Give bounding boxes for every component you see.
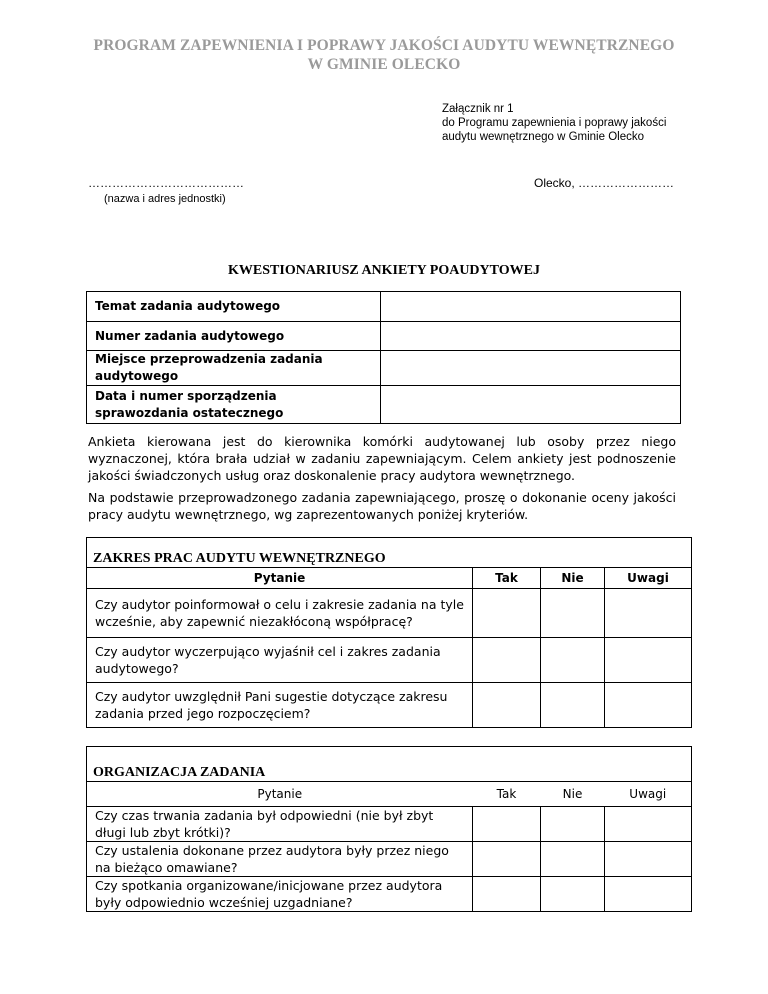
report-date-value[interactable] [381,386,681,424]
unit-name-field[interactable]: ………………………………… [88,176,244,190]
notes-cell[interactable] [605,589,692,638]
answer-no-cell[interactable] [541,683,605,728]
audit-place-label: Miejsce przeprowadzenia zadania audytowego [87,351,381,386]
section1-header-row [87,568,692,589]
section2-header-row [87,782,692,807]
notes-cell[interactable] [605,877,692,912]
audit-number-value[interactable] [381,322,681,351]
column-header-question: Pytanie [87,568,473,589]
answer-yes-cell[interactable] [473,842,541,877]
answer-no-cell[interactable] [541,638,605,683]
document-header-line1: PROGRAM ZAPEWNIENIA I POPRAWY JAKOŚCI AUDYTU WEWNĘTRZNEGO [93,37,675,54]
answer-yes-cell[interactable] [473,638,541,683]
column-header-notes: Uwagi [605,782,692,807]
notes-cell[interactable] [605,807,692,842]
answer-no-cell[interactable] [541,842,605,877]
document-header-line2: W GMINIE OLECKO [307,56,461,73]
section2-title: ORGANIZACJA ZADANIA [87,747,692,782]
question-text: Czy audytor uwzględnił Pani sugestie dotyczące zakresu zadania przed jego rozpoczęciem? [87,683,473,728]
column-header-yes: Tak [473,782,541,807]
question-text: Czy audytor wyczerpująco wyjaśnił cel i zakres zadania audytowego? [87,638,473,683]
answer-yes-cell[interactable] [473,807,541,842]
question-text: Czy audytor poinformował o celu i zakresie zadania na tyle wcześnie, aby zapewnić niezakłóconą współpracę? [87,589,473,638]
table-row [87,842,692,877]
annex-line1: Załącznik nr 1 [442,103,514,115]
question-text: Czy spotkania organizowane/inicjowane przez audytora były odpowiednio wcześniej uzgadniane? [87,877,473,912]
column-header-notes: Uwagi [605,568,692,589]
intro-paragraph-2: Na podstawie przeprowadzonego zadania zapewniającego, proszę o dokonanie oceny jakości pracy audytu wewnętrznego, wg zaprezentowanych poniżej kryteriów. [88,490,676,522]
unit-name-caption: (nazwa i adres jednostki) [104,193,226,205]
section1-title-row [87,538,692,568]
section1-table [86,537,692,728]
question-text: Czy ustalenia dokonane przez audytora były przez niego na bieżąco omawiane? [87,842,473,877]
answer-no-cell[interactable] [541,877,605,912]
audit-number-label: Numer zadania audytowego [87,322,381,351]
annex-line3: audytu wewnętrznego w Gminie Olecko [442,131,644,143]
audit-topic-value[interactable] [381,292,681,322]
notes-cell[interactable] [605,842,692,877]
column-header-question: Pytanie [87,782,473,807]
section2-title-row [87,747,692,782]
table-row [87,638,692,683]
notes-cell[interactable] [605,683,692,728]
section1-title: ZAKRES PRAC AUDYTU WEWNĘTRZNEGO [87,538,692,568]
notes-cell[interactable] [605,638,692,683]
answer-yes-cell[interactable] [473,877,541,912]
place-date-field[interactable]: Olecko, …………………… [534,176,675,190]
questionnaire-title: KWESTIONARIUSZ ANKIETY POAUDYTOWEJ [228,263,540,278]
answer-no-cell[interactable] [541,807,605,842]
table-row [87,351,681,386]
column-header-no: Nie [541,568,605,589]
table-row [87,877,692,912]
intro-paragraph-1: Ankieta kierowana jest do kierownika komórki audytowanej lub osoby przez niego wyznaczonej, która brała udział w zadaniu zapewniającym. Celem ankiety jest podnoszenie jakości świadczonych usług oraz doskonalenie pracy audytora wewnętrznego. [88,434,676,483]
section2-table [86,746,692,912]
question-text: Czy czas trwania zadania był odpowiedni (nie był zbyt długi lub zbyt krótki)? [87,807,473,842]
table-row [87,322,681,351]
table-row [87,292,681,322]
answer-yes-cell[interactable] [473,589,541,638]
table-row [87,683,692,728]
column-header-no: Nie [541,782,605,807]
annex-line2: do Programu zapewnienia i poprawy jakości [442,117,667,129]
table-row [87,386,681,424]
column-header-yes: Tak [473,568,541,589]
report-date-label: Data i numer sporządzenia sprawozdania ostatecznego [87,386,381,424]
table-row [87,589,692,638]
audit-place-value[interactable] [381,351,681,386]
annex-note [442,102,666,144]
audit-info-table [86,291,681,424]
table-row [87,807,692,842]
answer-yes-cell[interactable] [473,683,541,728]
answer-no-cell[interactable] [541,589,605,638]
audit-topic-label: Temat zadania audytowego [87,292,381,322]
